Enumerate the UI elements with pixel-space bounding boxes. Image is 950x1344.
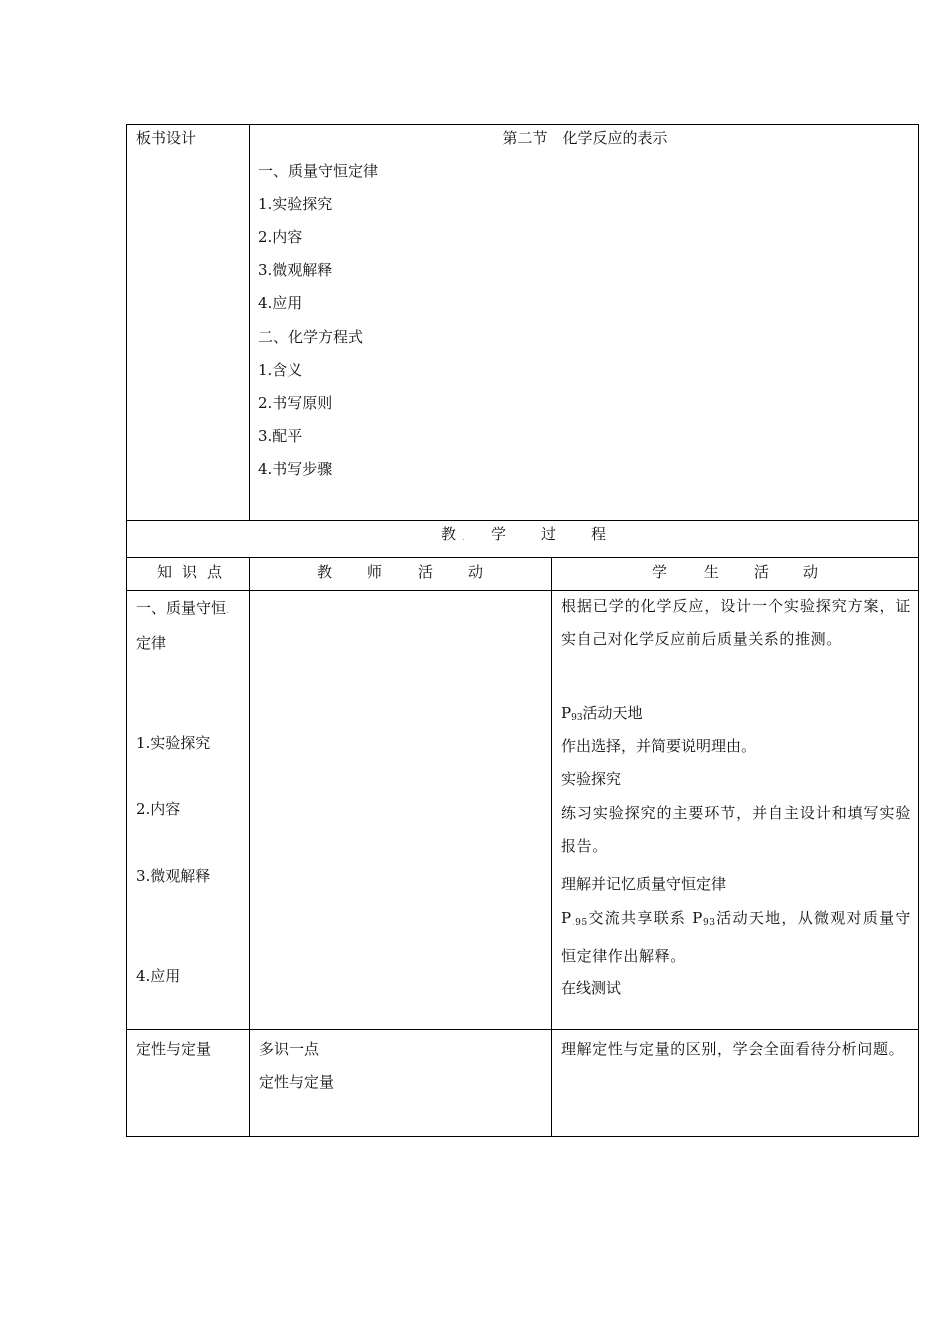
process-title-char: 过 (541, 525, 557, 543)
board-line: 3.微观解释 (258, 261, 333, 279)
teacher-activity-line: 多识一点 (259, 1040, 320, 1058)
table-divider (551, 557, 552, 1137)
board-line: 2.内容 (258, 228, 303, 246)
header-knowledge-char: 知 (157, 563, 173, 581)
board-line: 3.配平 (258, 427, 303, 445)
header-teacher-char: 师 (367, 563, 383, 581)
table-divider (249, 557, 250, 1137)
student-activity-line: 理解并记忆质量守恒定律 (561, 875, 727, 893)
knowledge-point: 定性与定量 (136, 1040, 212, 1058)
table-divider (249, 124, 250, 520)
knowledge-item: 4.应用 (136, 967, 181, 985)
knowledge-item: 3.微观解释 (136, 867, 211, 885)
process-title-char: 学 (491, 525, 507, 543)
board-design-label: 板书设计 (136, 129, 197, 147)
header-student-char: 学 (652, 563, 668, 581)
board-line: 1.含义 (258, 361, 303, 379)
board-line: 4.书写步骤 (258, 460, 333, 478)
table-divider (126, 520, 919, 521)
header-teacher-char: 活 (418, 563, 434, 581)
header-student-char: 生 (704, 563, 720, 581)
header-student-char: 动 (803, 563, 819, 581)
board-line: 4.应用 (258, 294, 303, 312)
table-divider (126, 557, 919, 558)
knowledge-heading-cont: 定律 (136, 634, 167, 652)
knowledge-heading: 一、质量守恒. (136, 599, 229, 617)
student-activity-line: 在线测试 (561, 979, 622, 997)
knowledge-item: 1.实验探究 (136, 734, 211, 752)
process-title-char: 程 (591, 525, 607, 543)
teacher-activity-line: 定性与定量 (259, 1073, 335, 1091)
board-line: 一、质量守恒定律 (258, 162, 379, 180)
student-activity-paragraph: 根据已学的化学反应，设计一个实验探究方案，证实自己对化学反应前后质量关系的推测。 (561, 597, 911, 648)
knowledge-item: 2.内容 (136, 800, 181, 818)
header-teacher-char: 动 (468, 563, 484, 581)
student-activity-line: 作出选择，并简要说明理由。 (561, 737, 757, 755)
header-student-char: 活 (754, 563, 770, 581)
decorative-dot: . (462, 533, 465, 543)
board-line: 1.实验探究 (258, 195, 333, 213)
board-line: 2.书写原则 (258, 394, 333, 412)
student-activity-paragraph: $P_{.95}$交流共享联系 $P_{93}$活动天地，从微观对质量守恒定律作出解释。 (561, 909, 911, 965)
student-activity-paragraph: 理解定性与定量的区别，学会全面看待分析问题。 (561, 1040, 905, 1058)
board-line: 二、化学方程式 (258, 328, 364, 346)
process-title-char: 教 (441, 525, 457, 543)
header-knowledge-char: 点 (207, 563, 223, 581)
student-activity-line: $P_{93}$活动天地 (561, 704, 643, 723)
header-teacher-char: 教 (317, 563, 333, 581)
table-divider (126, 1029, 919, 1030)
student-activity-line: 实验探究 (561, 770, 622, 788)
student-activity-paragraph: 练习实验探究的主要环节，并自主设计和填写实验报告。 (561, 804, 911, 855)
header-knowledge-char: 识 (182, 563, 198, 581)
board-design-title: 第二节 化学反应的表示 (502, 129, 668, 147)
